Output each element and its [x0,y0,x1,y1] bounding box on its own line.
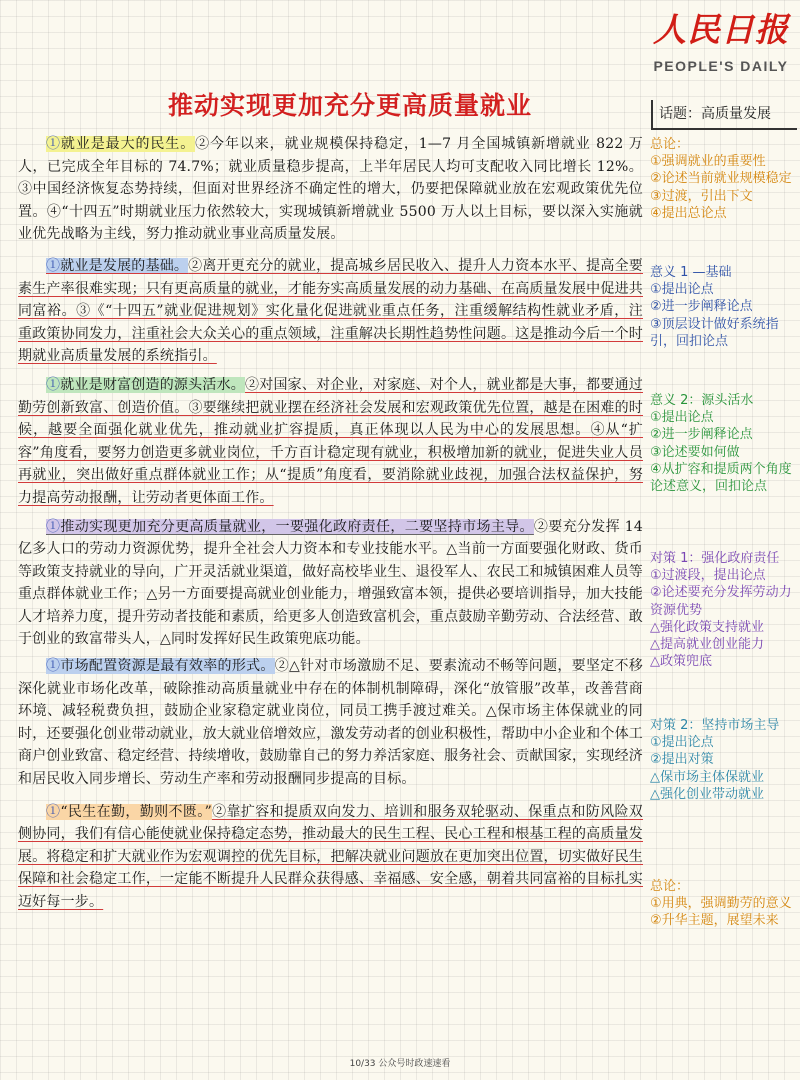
paragraph-body: ②对国家、对企业，对家庭、对个人，就业都是大事，都要通过勤劳创新致富、创造价值。③要继续把就业摆在经济社会发展和宏观政策优先位置，越是在困难的时候，越要全面强化就业优先，推动就业扩容提质，真正体现以人民为中心的发展思想。④从“扩容”角度看，要努力创造更多就业岗位，千方百计稳定现有就业，积极增加新的就业，促进失业人员再就业，突出做好重点群体就业工作；从“提质”角度看，要消除就业歧视，加强合法权益保护，努力提高劳动报酬，让劳动者更体面工作。 [18,376,643,506]
paragraph-body: ②离开更充分的就业，提高城乡居民收入、提升人力资本水平、提高全要素生产率很难实现；只有更高质量的就业，才能夯实高质量发展的动力基础、在高质量发展中促进共同富裕。③《“十四五”就业促进规划》实化量化促进就业重点任务，注重缓解结构性就业矛盾，注重政策协同发力，注重社会大众关心的重点领域，注重解决长期性趋势性问题。这是推动今后一个时期就业高质量发展的系统指引。 [18,257,643,365]
lead-sentence: ①就业是财富创造的源头活水。 [46,376,246,393]
side-note-measure-1: 对策 1：强化政府责任 ①过渡段，提出论点 ②论述要充分发挥劳动力资源优势 △强化政策支持就业 △提高就业创业能力 △政策兜底 [650,551,792,670]
side-note-significance-2: 意义 2：源头活水 ①提出论点 ②进一步阐释论点 ③论述要如何做 ④从扩容和提质两个角度论述意义，回扣论点 [650,393,792,495]
side-note-intro: 总论： ①强调就业的重要性 ②论述当前就业规模稳定 ③过渡，引出下文 ④提出总论点 [650,137,792,221]
topic-label: 话题：高质量发展 [651,100,797,130]
peoples-daily-logo [651,10,791,74]
paragraph-2 [18,255,643,368]
article-title: 推动实现更加充分更高质量就业 [167,91,532,120]
logo-chinese: 人民日报 [653,10,789,49]
lead-sentence: ①市场配置资源是最有效率的形式。 [46,658,275,675]
paragraph-5 [18,655,643,791]
paragraph-body: ②靠扩容和提质双向发力、培训和服务双轮驱动、保重点和防风险双侧协同，我们有信心能使就业保持稳定态势，推动最大的民生工程、民心工程和根基工程的高质量发展。将稳定和扩大就业作为宏观调控的优先目标，把解决就业问题放在更加突出位置，切实做好民生保障和社会稳定工作，一定能不断提升人民群众获得感、幸福感、安全感，朝着共同富裕的目标扎实迈好每一步。 [18,803,644,910]
paragraph-body: ②△针对市场激励不足、要素流动不畅等问题，要坚定不移深化就业市场化改革，破除推动高质量就业中存在的体制机制障碍，深化“放管服”改革，改善营商环境、减轻税费负担，鼓励企业家稳定就业岗位，同员工携手渡过难关。△保市场主体保就业的同时，还要强化创业带动就业，放大就业倍增效应，激发劳动者的创业积极性，帮助中小企业和个体工商户创业致富、稳定经营、持续增收，鼓励靠自己的努力养活家庭、服务社会、贡献国家，实现经济和居民收入同步增长、劳动生产率和劳动报酬同步提高的目标。 [18,658,644,788]
paragraph-1 [18,133,643,246]
lead-sentence: ①就业是最大的民生。 [46,136,196,152]
page-footer: 10/33 公众号时政速速看 [349,1059,451,1069]
paragraph-4 [18,516,643,652]
lead-sentence: ①推动实现更加充分更高质量就业，一要强化政府责任，二要坚持市场主导。 [46,518,534,535]
side-note-conclusion: 总论： ①用典，强调勤劳的意义 ②升华主题，展望未来 [650,879,792,929]
paragraph-6 [18,801,643,914]
paragraph-body: ②要充分发挥 14 亿多人口的劳动力资源优势，提升全社会人力资本和专业技能水平。△当前一方面要强化财政、货币等政策支持就业的导向，广开灵活就业渠道，做好高校毕业生、退役军人、农民工和城镇困难人员等重点群体就业工作；△另一方面要提高就业创业能力，增强致富本领，提供必要培训指导，加大技能人才培养力度，提升劳动者技能和素质，给更多人创造致富机会，重点鼓励辛勤劳动、合法经营、敢于创业的致富带头人，△同时发挥好民生政策兜底功能。 [18,518,643,648]
paragraph-body: ②今年以来，就业规模保持稳定，1—7 月全国城镇新增就业 822 万人，已完成全年目标的 74.7%；就业质量稳步提高，上半年居民人均可支配收入同比增长 12%。③中国经济恢复态势持续，但面对世界经济不确定性的增大，仍要把保障就业放在宏观政策优先位置。④“十四五”时期就业压力依然较大，实现城镇新增就业 5500 万人以上目标，要以深入实施就业优先战略为主线，努力推动就业事业高质量发展。 [18,136,643,243]
side-note-significance-1: 意义 1 —基础 ①提出论点 ②进一步阐释论点 ③顶层设计做好系统指引，回扣论点 [650,265,779,349]
lead-sentence: ①就业是发展的基础。 [46,257,189,274]
article-body [18,133,643,914]
lead-sentence: ①“民生在勤，勤则不匮。” [46,803,212,820]
paragraph-3 [18,374,643,510]
logo-english: PEOPLE'S DAILY [653,58,789,74]
side-note-measure-2: 对策 2：坚持市场主导 ①提出论点 ②提出对策 △保市场主体保就业 △强化创业带动就业 [650,718,780,802]
